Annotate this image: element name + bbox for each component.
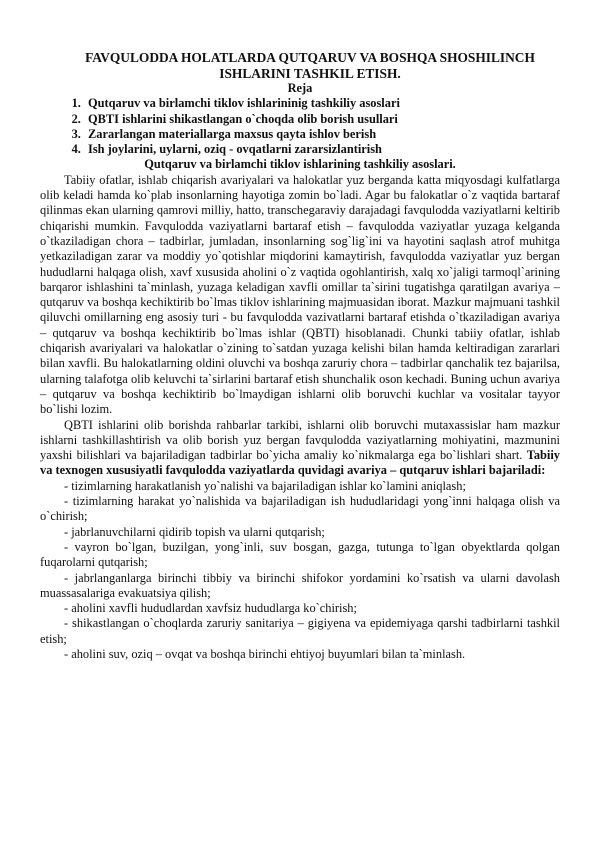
- plan-item: 3. Zararlangan materiallarga maxsus qayta ishlov berish: [84, 127, 560, 142]
- document-title: FAVQULODDA HOLATLARDA QUTQARUV VA BOSHQA SHOSHILINCH ISHLARINI TASHKIL ETISH.: [85, 50, 535, 81]
- task-item: - jabrlanuvchilarni qidirib topish va ularni qutqarish;: [64, 524, 325, 539]
- task-item: - tizimlarning harakatlanish yo`nalishi va bajariladigan ishlar ko`lamini aniqlash;: [64, 478, 466, 493]
- plan-item: 2. QBTI ishlarini shikastlangan o`choqda olib borish usullari: [84, 112, 560, 127]
- tasks-list: [40, 479, 560, 663]
- task-item: - aholini xavfli hududlardan xavfsiz hududlarga ko`chirish;: [64, 601, 357, 616]
- plan-item: 1. Qutqaruv va birlamchi tiklov ishlarininig tashkiliy asoslari: [84, 96, 560, 111]
- task-item: - shikastlangan o`choqlarda zaruriy sanitariya – gigiyena va epidemiyaga qarshi tadbirlarni tashkil etish;: [40, 616, 560, 646]
- task-item: - jabrlanganlarga birinchi tibbiy va birinchi shifokor yordamini ko`rsatish va ularni davolash muassasalariga evakuatsiya qilish;: [40, 570, 560, 600]
- task-item: - aholini suv, oziq – ovqat va boshqa birinchi ehtiyoj buyumlari bilan ta`minlash.: [64, 646, 466, 661]
- paragraph-1: Tabiiy ofatlar, ishlab chiqarish avariyalari va halokatlar yuz berganda katta miqyosdagi kulfatlarga olib keladi hamda ko`plab insonlarning hayotiga zomin bo`ladi. Agar bu falokatlar o`z vaqtida bartaraf qilinmas ekan ularning qamrovi milliy, hatto, transchegaraviy darajadagi favqulodda vaziyatlarni keltirib chiqarishi mumkin. Favqulodda vaziyatlarni bartaraf etish – favqulodda vaziyatlar yuzaga kelganda o`tkaziladigan chora – tadbirlar, jumladan, insonlarning sog`lig`ini va hayotini saqlash atrof muhitga yetkaziladigan zarar va moddiy yo`qotishlar miqdorini kamaytirish, favqulodda vaziyatlar yuz bergan hududlarni halqaga olish, xavf xususida aholini o`z vaqtida ogohlantirish, xalq xo`jaligi tarmoql`arining barqaror ishlashini ta`minlash, yuzaga keladigan xavfli omillar ta`sirini tugatishga qaratilgan avariya – qutqaruv va boshqa kechiktirib bo`lmas tiklov ishlarining majmuasidan iborat. Mazkur majmuani tashkil qiluvchi omillarning eng asosiy turi - bu favqulodda vazivatlarni bartaraf etishda o`tkaziladigan avariya – qutqaruv va boshqa kechiktirib bo`lmas ishlar (QBTI) hisoblanadi. Chunki tabiiy ofatlar, ishlab chiqarish avariyalari va halokatlar o`zining to`satdan yuzaga kelishi bilan hamda keltiradigan zararlari bilan xavfli. Bu halokatlarning oldini oluvchi va boshqa zaruriy chora – tadbirlar qanchalik tez bajarilsa, ularning talafotga olib keluvchi ta`sirlarini bartaraf etish shunchalik oson kechadi. Buning uchun avariya – qutqaruv va boshqa kechiktirib bo`lmaydigan ishlarni olib boruvchi kuchlar va vositalar tayyor bo`lishi lozim.: [40, 172, 560, 417]
- paragraph-2: [40, 418, 560, 479]
- paragraph-2-bold-text: Tabiiy va texnogen xususiyatli favqulodda vaziyatlarda quvidagi avariya – qutqaruv ishlari bajariladi:: [40, 448, 560, 478]
- section-title: Qutqaruv va birlamchi tiklov ishlarining tashkiliy asoslari.: [144, 157, 456, 172]
- plan-list: [40, 96, 560, 157]
- plan-item: 4. Ish joylarini, uylarni, oziq - ovqatlarni zararsizlantirish: [84, 142, 560, 157]
- plan-heading: Reja: [287, 81, 313, 95]
- task-item: - vayron bo`lgan, buzilgan, yong`inli, suv bosgan, gazga, tutunga to`lgan obyektlarda qolgan fuqarolarni qutqarish;: [40, 539, 560, 570]
- task-item: - tizimlarning harakat yo`nalishida va bajariladigan ish hududlaridagi yong`inni halqaga olish va o`chirish;: [40, 494, 560, 524]
- paragraph-2-text: QBTI ishlarini olib borishda rahbarlar tarkibi, ishlarni olib boruvchi mutaxassislar ham mazkur ishlarni tashkillashtirish va olib borish yuz bergan favqulodda vaziyatlarning mohiyatini, mazmunini yaxshi bilishlari va bajariladigan tadbirlar bo`yicha amaliy ko`nikmalarga ega bo`lishlari shart.: [40, 417, 560, 463]
